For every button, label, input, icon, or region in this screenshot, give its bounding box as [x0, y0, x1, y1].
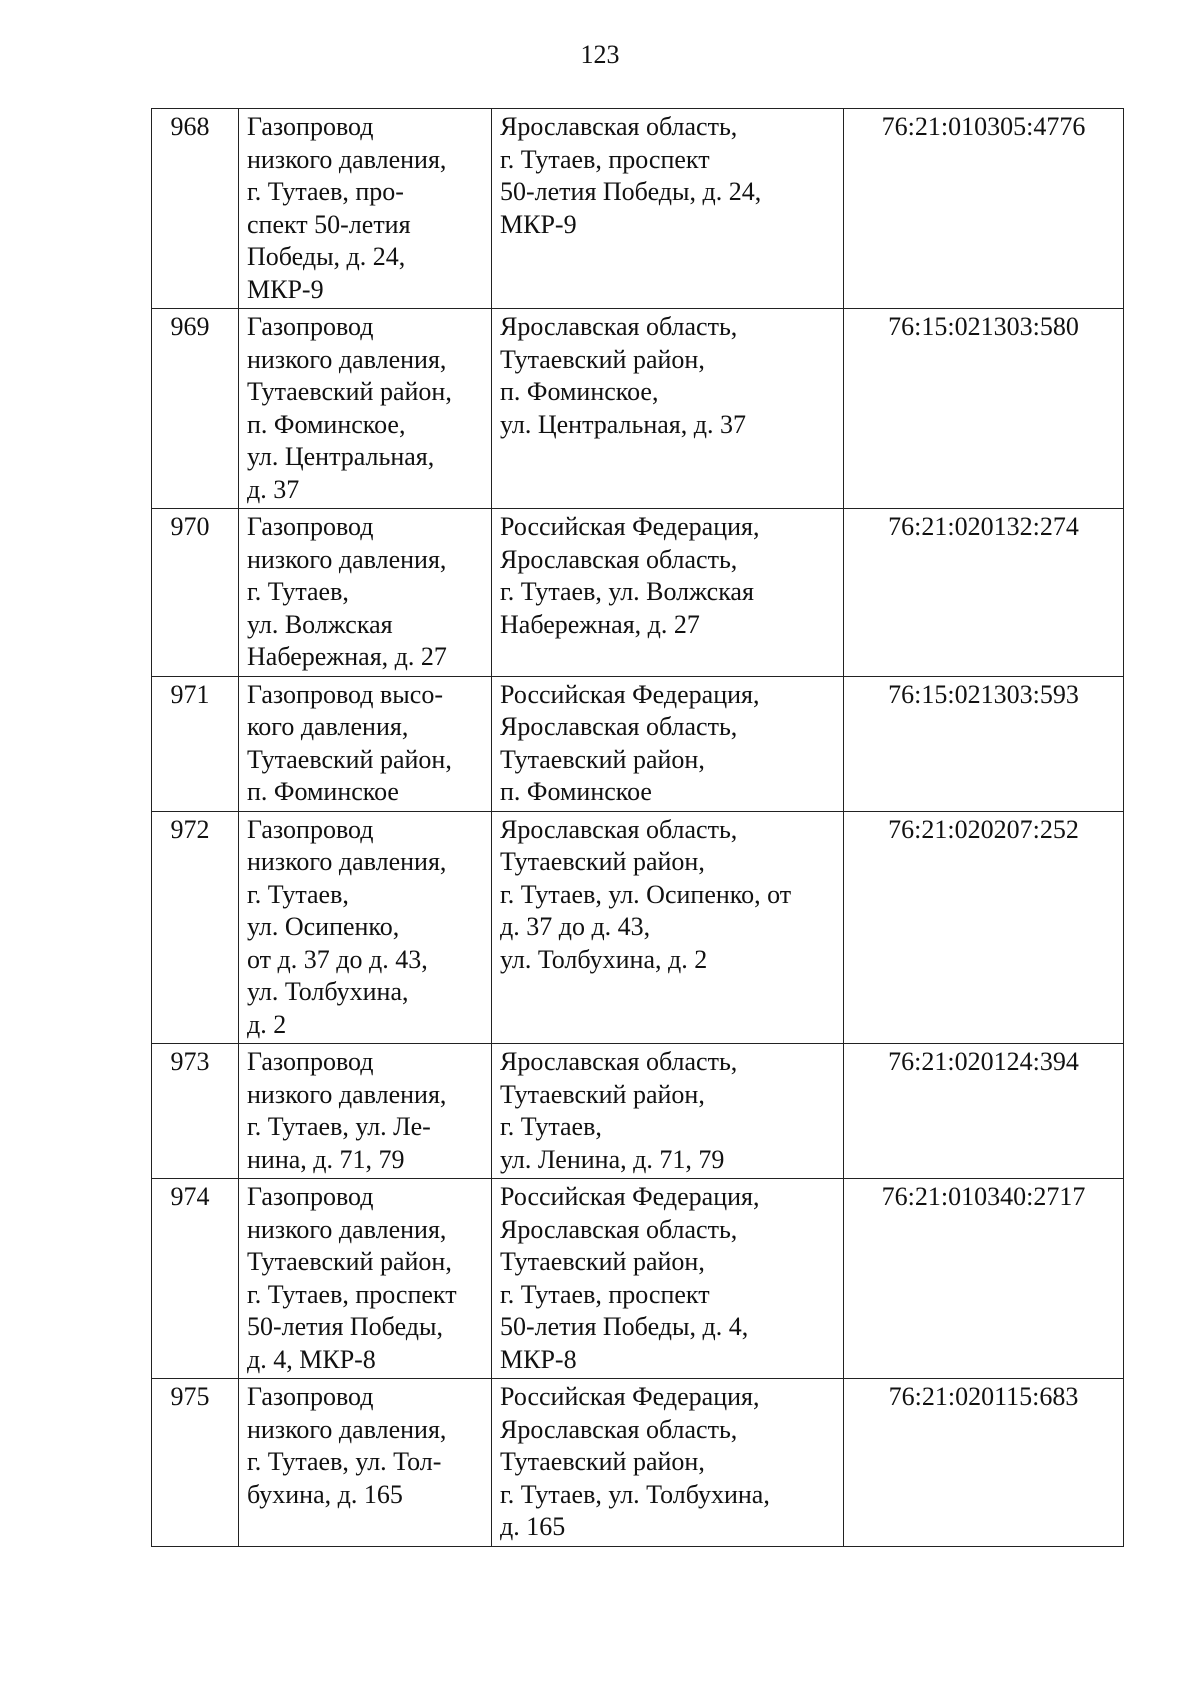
table-row — [152, 1379, 1124, 1547]
row-number: 968 — [152, 109, 239, 309]
table-row — [152, 509, 1124, 677]
table-row — [152, 309, 1124, 509]
row-number: 974 — [152, 1179, 239, 1379]
object-address: Российская Федерация, Ярославская область, г. Тутаев, ул. Волжская Набережная, д. 27 — [492, 509, 844, 677]
cadastral-number: 76:15:021303:593 — [844, 676, 1124, 811]
table-row — [152, 811, 1124, 1044]
object-name: Газопровод низкого давления, г. Тутаев, ул. Тол- бухина, д. 165 — [239, 1379, 492, 1547]
object-address: Российская Федерация, Ярославская область, Тутаевский район, г. Тутаев, ул. Толбухина, д. 165 — [492, 1379, 844, 1547]
table-row — [152, 109, 1124, 309]
row-number: 972 — [152, 811, 239, 1044]
object-address: Ярославская область, г. Тутаев, проспект 50-летия Победы, д. 24, МКР-9 — [492, 109, 844, 309]
object-address: Ярославская область, Тутаевский район, г. Тутаев, ул. Ленина, д. 71, 79 — [492, 1044, 844, 1179]
table-row — [152, 676, 1124, 811]
cadastral-number: 76:21:020207:252 — [844, 811, 1124, 1044]
object-address: Ярославская область, Тутаевский район, п. Фоминское, ул. Центральная, д. 37 — [492, 309, 844, 509]
row-number: 970 — [152, 509, 239, 677]
object-address: Российская Федерация, Ярославская область, Тутаевский район, п. Фоминское — [492, 676, 844, 811]
cadastral-number: 76:21:010305:4776 — [844, 109, 1124, 309]
object-name: Газопровод низкого давления, г. Тутаев, про- спект 50-летия Победы, д. 24, МКР-9 — [239, 109, 492, 309]
cadastral-number: 76:21:020115:683 — [844, 1379, 1124, 1547]
object-name: Газопровод низкого давления, г. Тутаев, ул. Волжская Набережная, д. 27 — [239, 509, 492, 677]
row-number: 975 — [152, 1379, 239, 1547]
object-address: Российская Федерация, Ярославская область, Тутаевский район, г. Тутаев, проспект 50-летия Победы, д. 4, МКР-8 — [492, 1179, 844, 1379]
cadastral-number: 76:21:020132:274 — [844, 509, 1124, 677]
table-row — [152, 1179, 1124, 1379]
object-name: Газопровод низкого давления, г. Тутаев, ул. Осипенко, от д. 37 до д. 43, ул. Толбухина, д. 2 — [239, 811, 492, 1044]
registry-table-body — [152, 109, 1124, 1547]
cadastral-number: 76:21:010340:2717 — [844, 1179, 1124, 1379]
registry-table — [151, 108, 1124, 1547]
object-name: Газопровод низкого давления, Тутаевский район, п. Фоминское, ул. Центральная, д. 37 — [239, 309, 492, 509]
object-name: Газопровод низкого давления, г. Тутаев, ул. Ле- нина, д. 71, 79 — [239, 1044, 492, 1179]
object-address: Ярославская область, Тутаевский район, г. Тутаев, ул. Осипенко, от д. 37 до д. 43, ул. Толбухина, д. 2 — [492, 811, 844, 1044]
page-number: 123 — [580, 40, 620, 69]
cadastral-number: 76:21:020124:394 — [844, 1044, 1124, 1179]
object-name: Газопровод низкого давления, Тутаевский район, г. Тутаев, проспект 50-летия Победы, д. 4, МКР-8 — [239, 1179, 492, 1379]
table-row — [152, 1044, 1124, 1179]
row-number: 973 — [152, 1044, 239, 1179]
object-name: Газопровод высо- кого давления, Тутаевский район, п. Фоминское — [239, 676, 492, 811]
cadastral-number: 76:15:021303:580 — [844, 309, 1124, 509]
row-number: 971 — [152, 676, 239, 811]
row-number: 969 — [152, 309, 239, 509]
